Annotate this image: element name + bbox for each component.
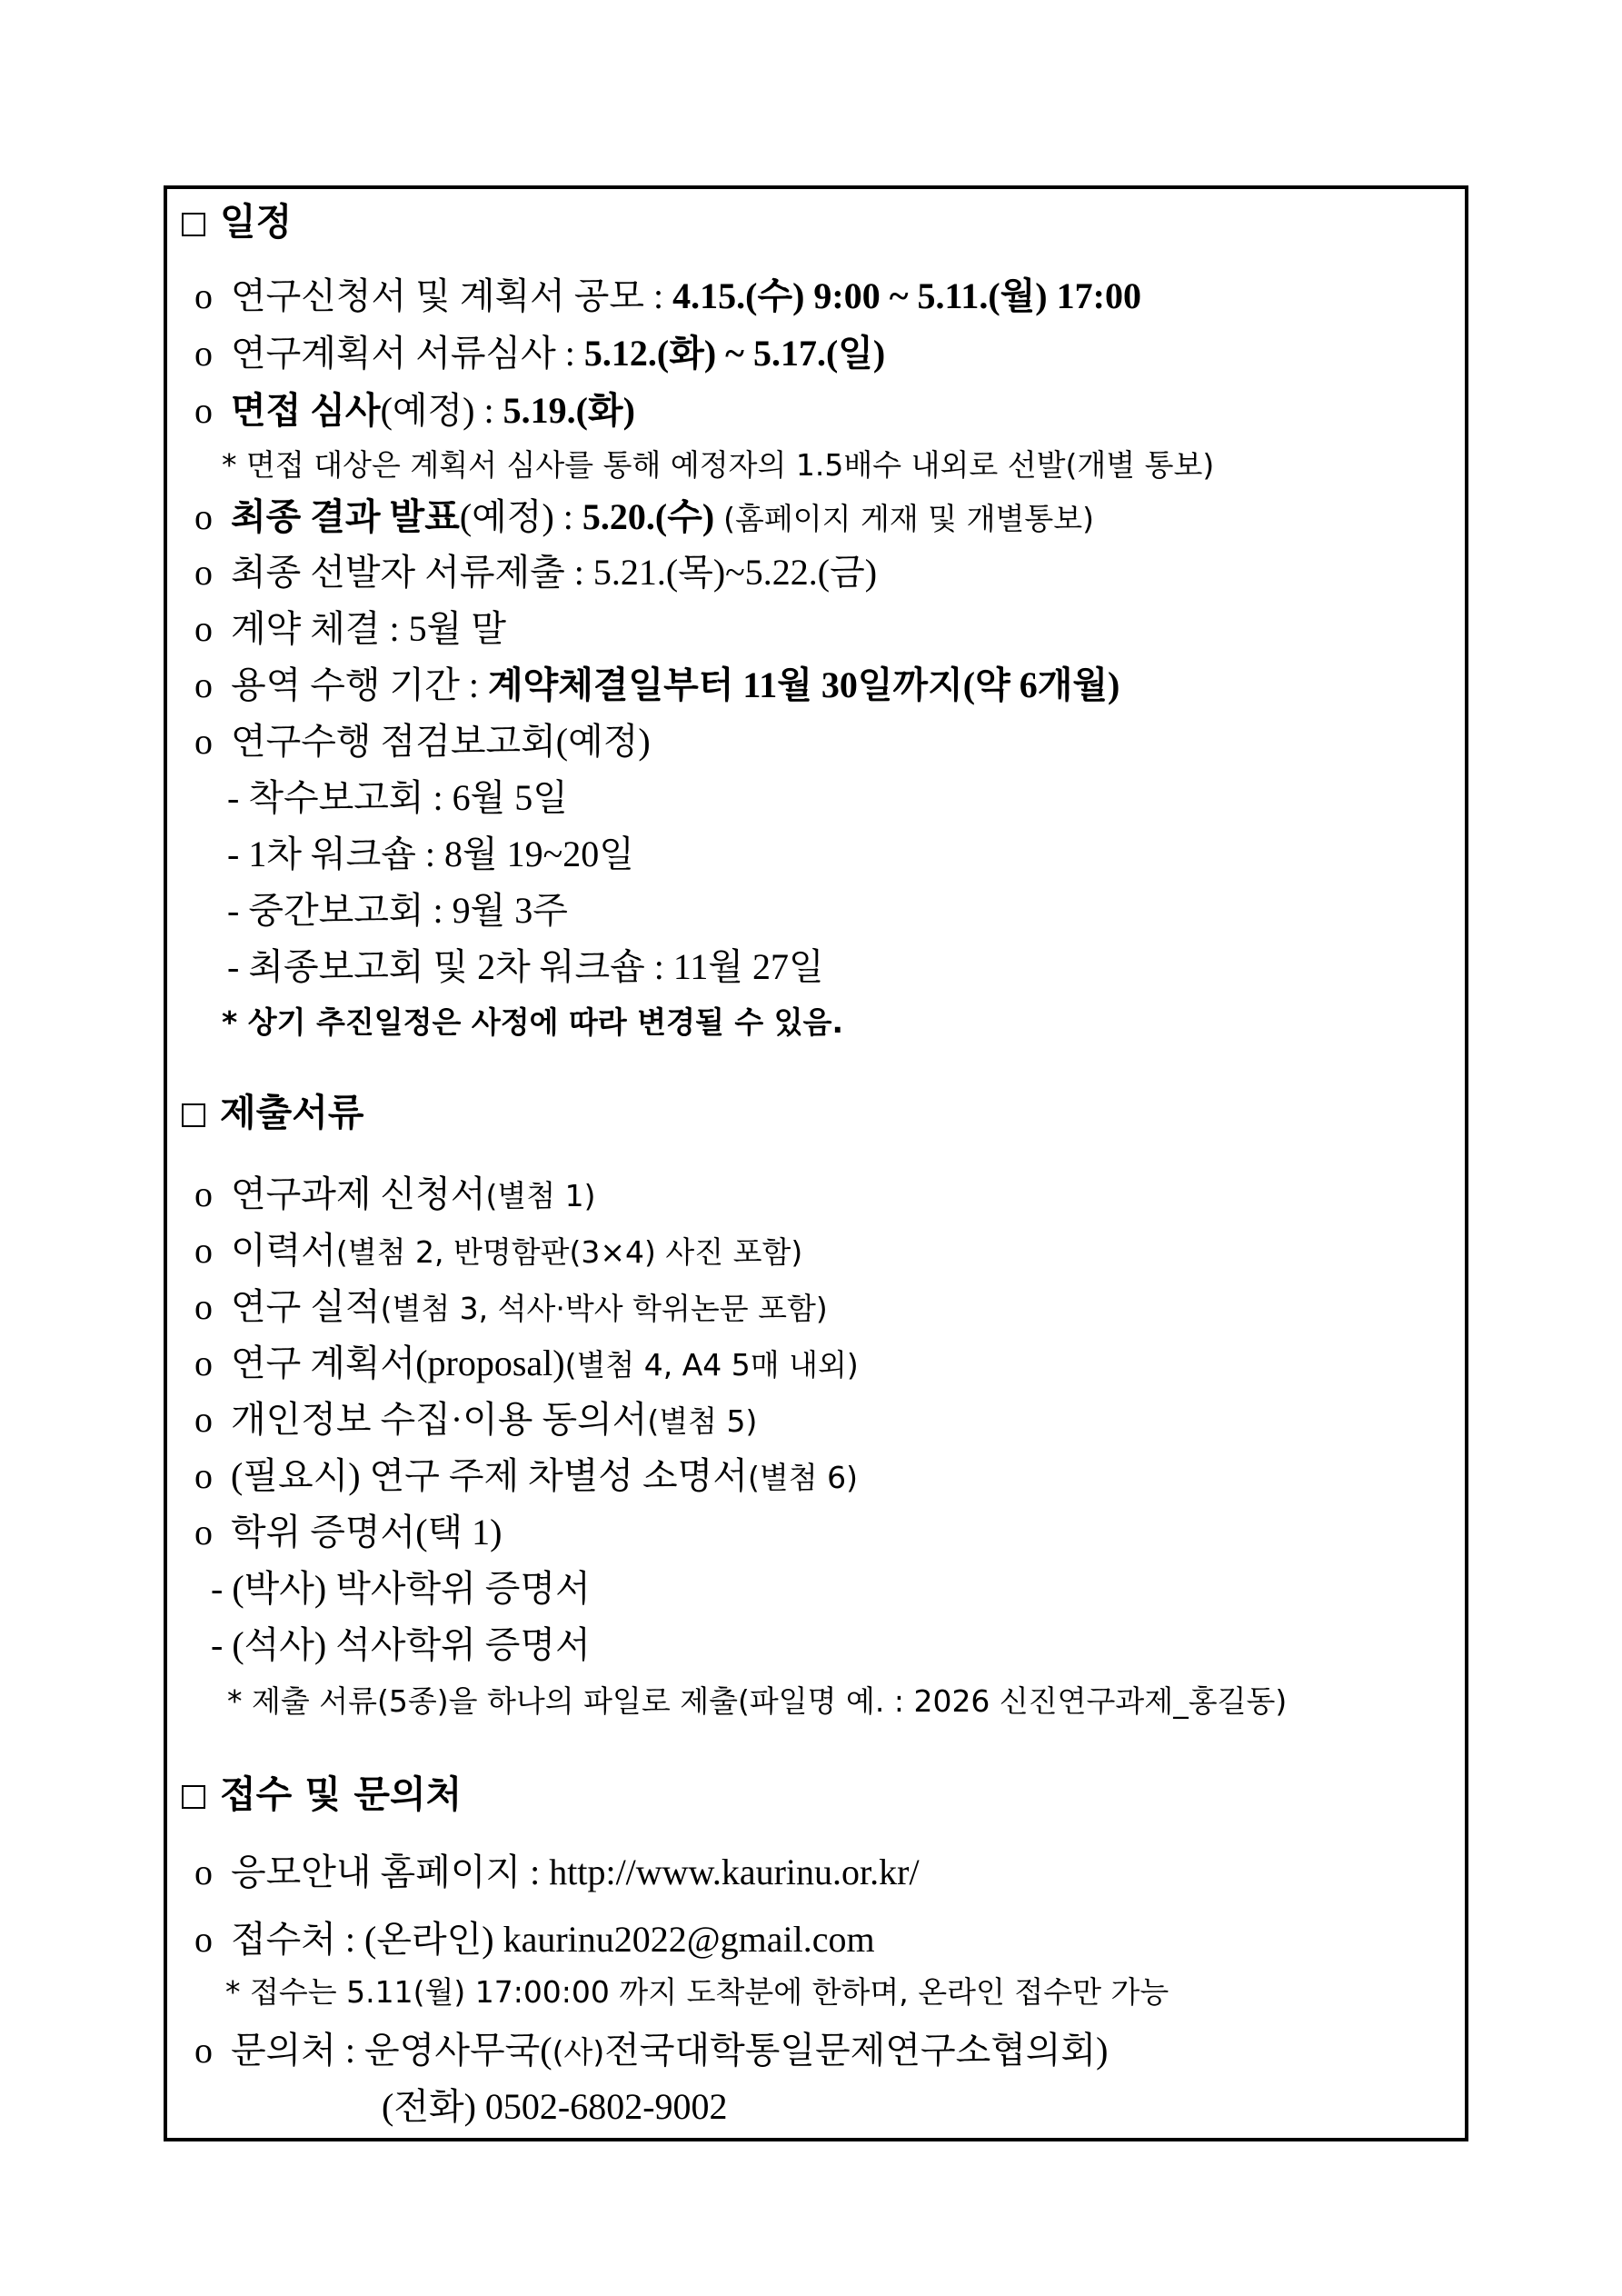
schedule-change-note: * 상기 추진일정은 사정에 따라 변경될 수 있음.	[222, 1004, 844, 1040]
checkpoint-kickoff: - 착수보고회 : 6월 5일	[227, 777, 568, 818]
schedule-review: o 연구계획서 서류심사 : 5.12.(화) ~ 5.17.(일)	[194, 333, 886, 374]
schedule-result: o 최종 결과 발표(예정) : 5.20.(수) (홈페이지 게재 및 개별통보)	[194, 496, 1095, 537]
schedule-period: o 용역 수행 기간 : 계약체결일부터 11월 30일까지(약 6개월)	[194, 664, 1120, 705]
schedule-contract: o 계약 체결 : 5월 말	[194, 608, 506, 649]
checkpoint-workshop-1: - 1차 워크숍 : 8월 19~20일	[227, 834, 634, 874]
section-heading-documents: 제출서류	[182, 1091, 363, 1134]
doc-research-record: o 연구 실적(별첨 3, 석사·박사 학위논문 포함)	[194, 1286, 828, 1327]
doc-degree-phd: - (박사) 박사학위 증명서	[211, 1568, 591, 1609]
checkpoint-final: - 최종보고회 및 2차 워크숍 : 11월 27일	[227, 946, 824, 987]
schedule-call: o 연구신청서 및 계획서 공모 : 4.15.(수) 9:00 ~ 5.11.(월) 17:00	[194, 275, 1141, 316]
section-heading-schedule: 일정	[182, 200, 292, 244]
documents-note: * 제출 서류(5종)을 하나의 파일로 제출(파일명 예. : 2026 신진연구과제_홍길동)	[227, 1683, 1288, 1719]
doc-degree-certificate: o 학위 증명서(택 1)	[194, 1512, 503, 1552]
contact-reception: o 접수처 : (온라인) kaurinu2022@gmail.com	[194, 1919, 875, 1960]
doc-privacy-consent: o 개인정보 수집·이용 동의서(별첨 5)	[194, 1399, 758, 1440]
checkbox-square-icon	[182, 213, 205, 236]
doc-application: o 연구과제 신청서(별첨 1)	[194, 1173, 596, 1214]
schedule-interview-note: * 면접 대상은 계획서 심사를 통해 예정자의 1.5배수 내외로 선발(개별 통보)	[222, 447, 1215, 483]
checkbox-square-icon	[182, 1785, 205, 1809]
contact-phone: (전화) 0502-6802-9002	[382, 2086, 728, 2127]
section-heading-contact: 접수 및 문의처	[182, 1772, 462, 1816]
checkpoint-midterm: - 중간보고회 : 9월 3주	[227, 890, 568, 931]
doc-resume: o 이력서(별첨 2, 반명함판(3×4) 사진 포함)	[194, 1230, 803, 1271]
schedule-checkpoints: o 연구수행 점검보고회(예정)	[194, 721, 651, 762]
checkbox-square-icon	[182, 1103, 205, 1127]
doc-proposal: o 연구 계획서(proposal)(별첨 4, A4 5매 내외)	[194, 1343, 859, 1383]
doc-differentiation: o (필요시) 연구 주제 차별성 소명서(별첨 6)	[194, 1455, 858, 1496]
contact-reception-note: * 접수는 5.11(월) 17:00:00 까지 도착분에 한하며, 온라인 접수만 가능	[225, 1974, 1169, 2010]
contact-inquiry: o 문의처 : 운영사무국((사)전국대학통일문제연구소협의회)	[194, 2030, 1109, 2071]
contact-homepage: o 응모안내 홈페이지 : http://www.kaurinu.or.kr/	[194, 1852, 920, 1892]
schedule-interview: o 면접 심사(예정) : 5.19.(화)	[194, 390, 635, 431]
doc-degree-masters: - (석사) 석사학위 증명서	[211, 1624, 591, 1665]
schedule-docs-submit: o 최종 선발자 서류제출 : 5.21.(목)~5.22.(금)	[194, 552, 878, 593]
